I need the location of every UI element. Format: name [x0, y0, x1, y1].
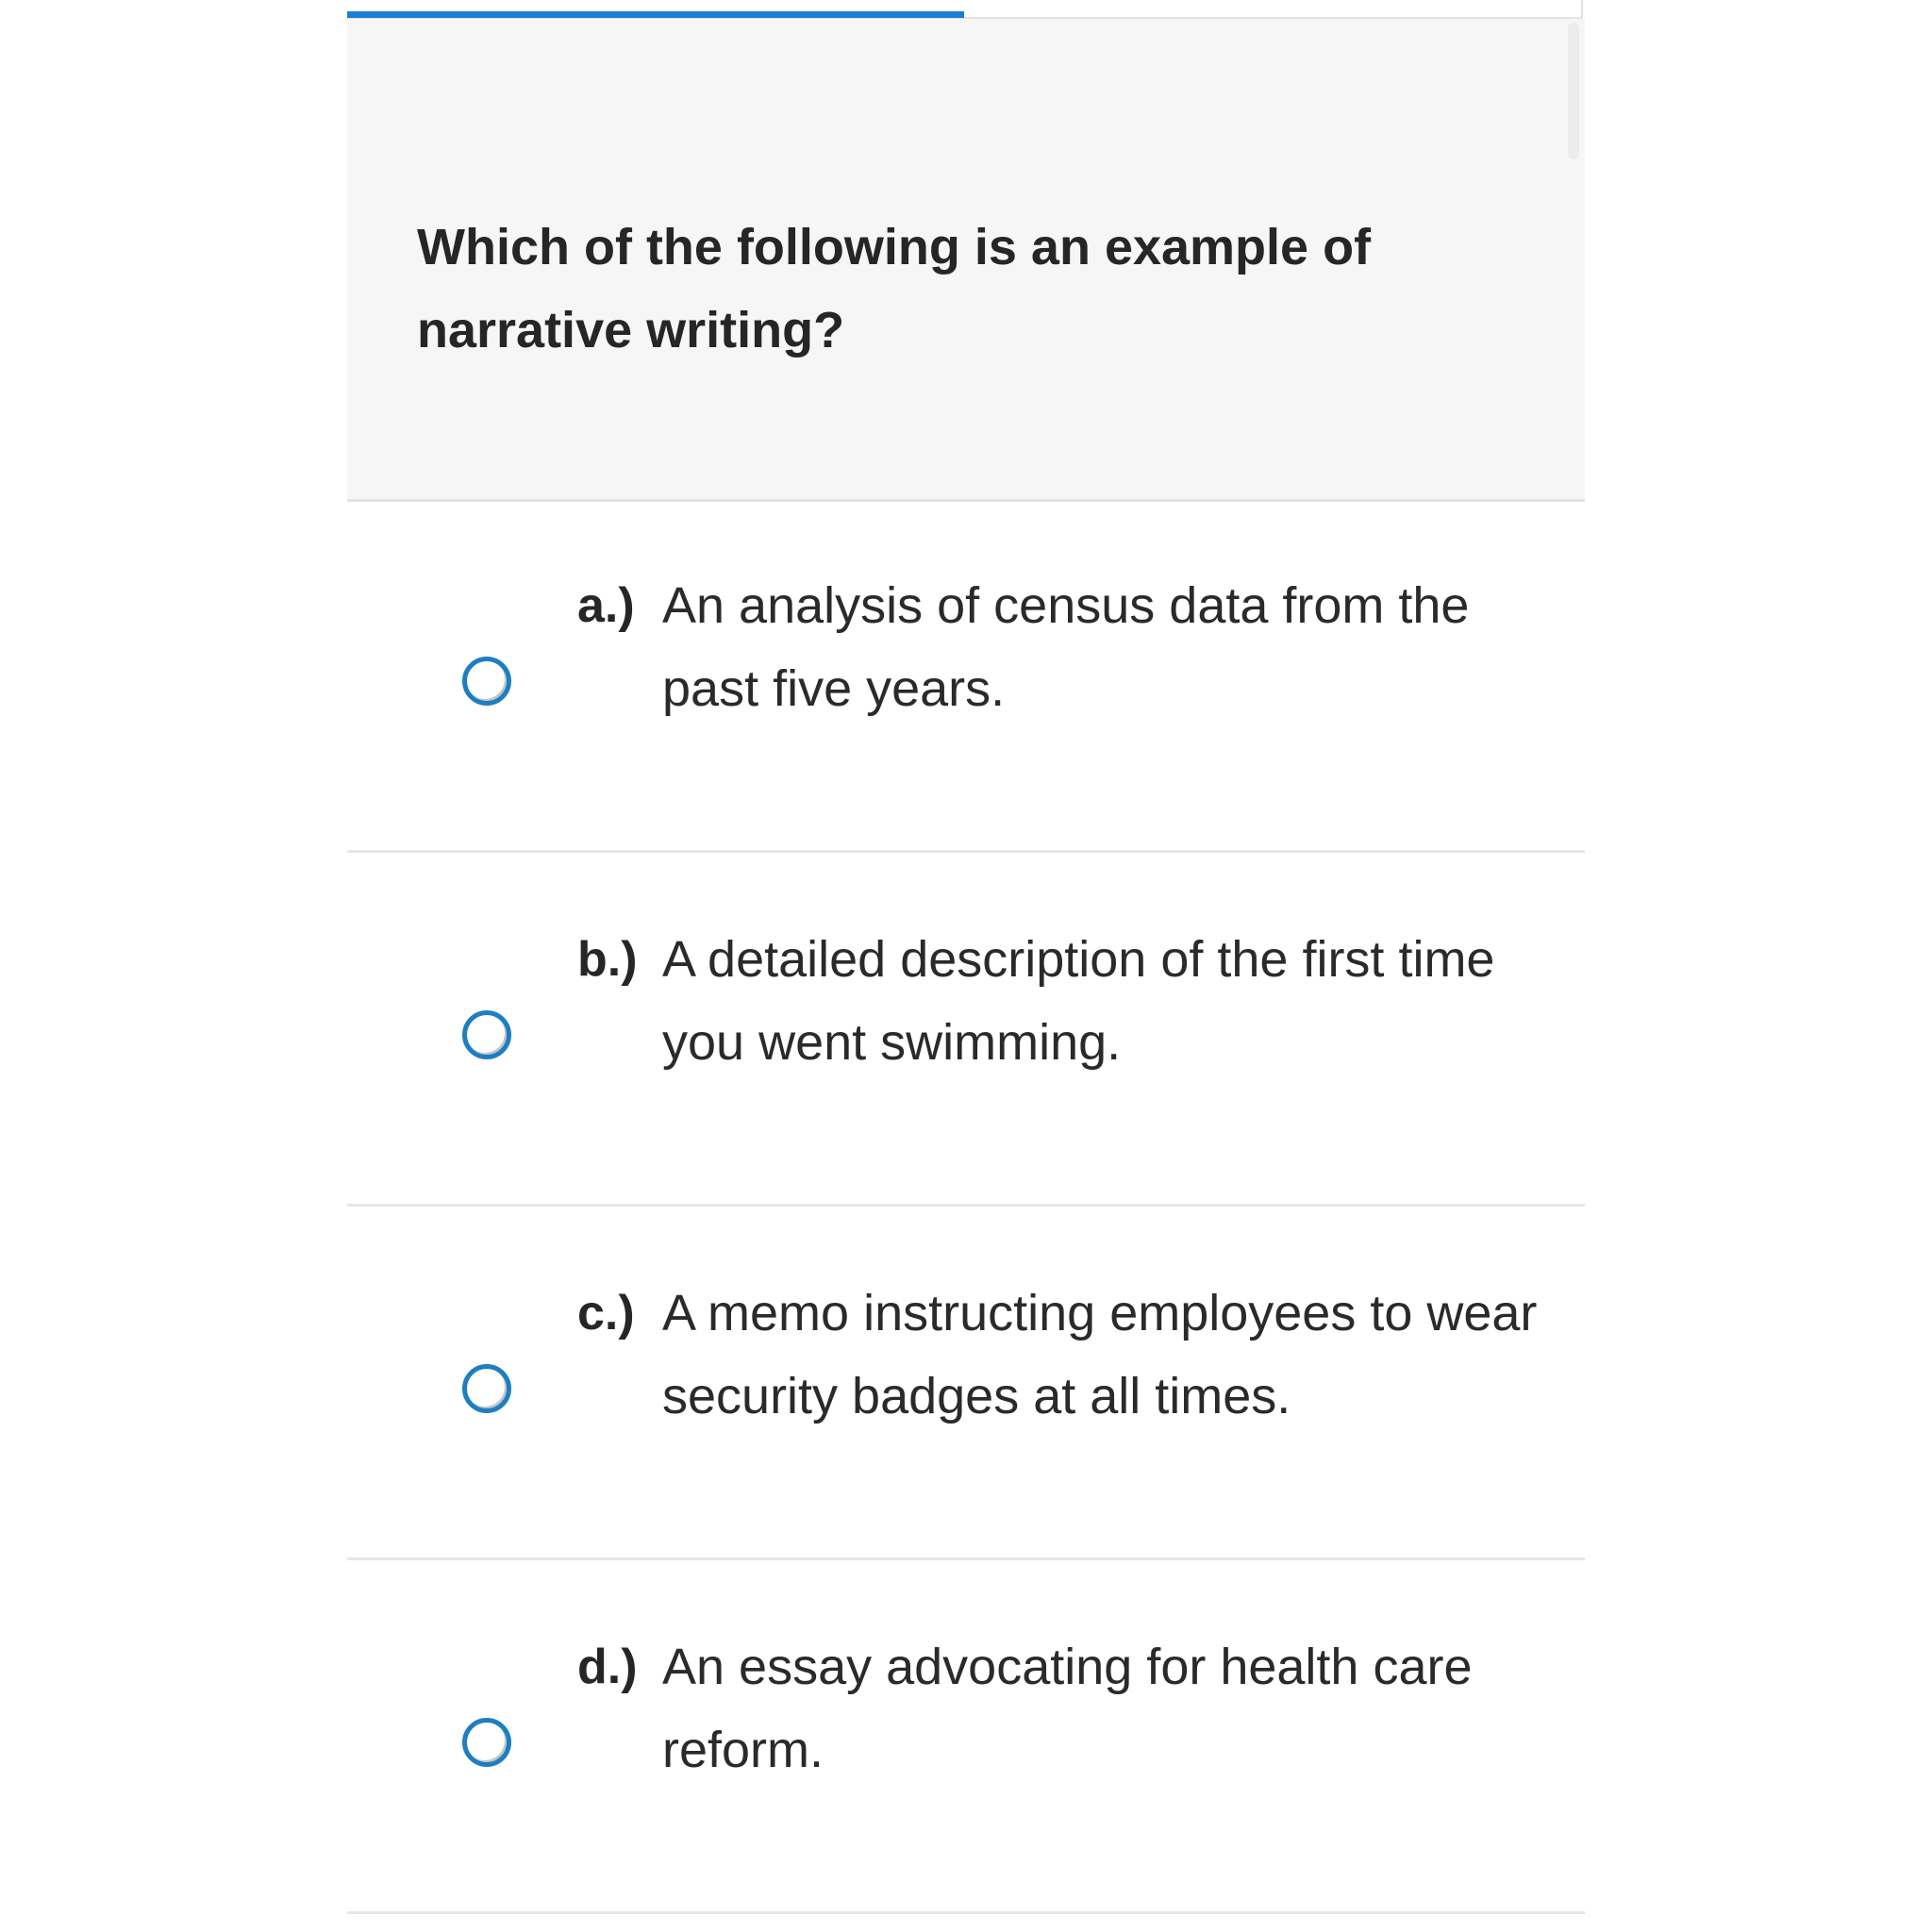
- choice-text: A memo instructing employees to wear security badges at all times.: [662, 1285, 1538, 1424]
- choice-text: An essay advocating for health care reform.: [662, 1639, 1473, 1778]
- progress-bar: [347, 0, 1583, 19]
- question-box: [347, 19, 1585, 502]
- choice-option-c[interactable]: [347, 1209, 1585, 1560]
- radio-button-d[interactable]: [462, 1718, 511, 1767]
- radio-button-c[interactable]: [462, 1364, 511, 1413]
- choice-letter: d.): [577, 1640, 638, 1694]
- choice-option-b[interactable]: [347, 856, 1585, 1207]
- choice-text: A detailed description of the first time you went swimming.: [662, 931, 1495, 1071]
- choice-option-a[interactable]: [347, 502, 1585, 853]
- scrollbar[interactable]: [1568, 23, 1579, 159]
- radio-button-a[interactable]: [462, 657, 511, 706]
- radio-button-b[interactable]: [462, 1010, 511, 1059]
- choice-text: An analysis of census data from the past five years.: [662, 577, 1470, 717]
- choice-letter: b.): [577, 932, 638, 987]
- choice-letter: a.): [577, 578, 635, 633]
- choice-option-d[interactable]: [347, 1563, 1585, 1914]
- choice-letter: c.): [577, 1286, 635, 1341]
- question-text: Which of the following is an example of narrative writing?: [417, 219, 1372, 358]
- progress-bar-fill: [347, 11, 964, 18]
- quiz-panel: [347, 0, 1585, 1932]
